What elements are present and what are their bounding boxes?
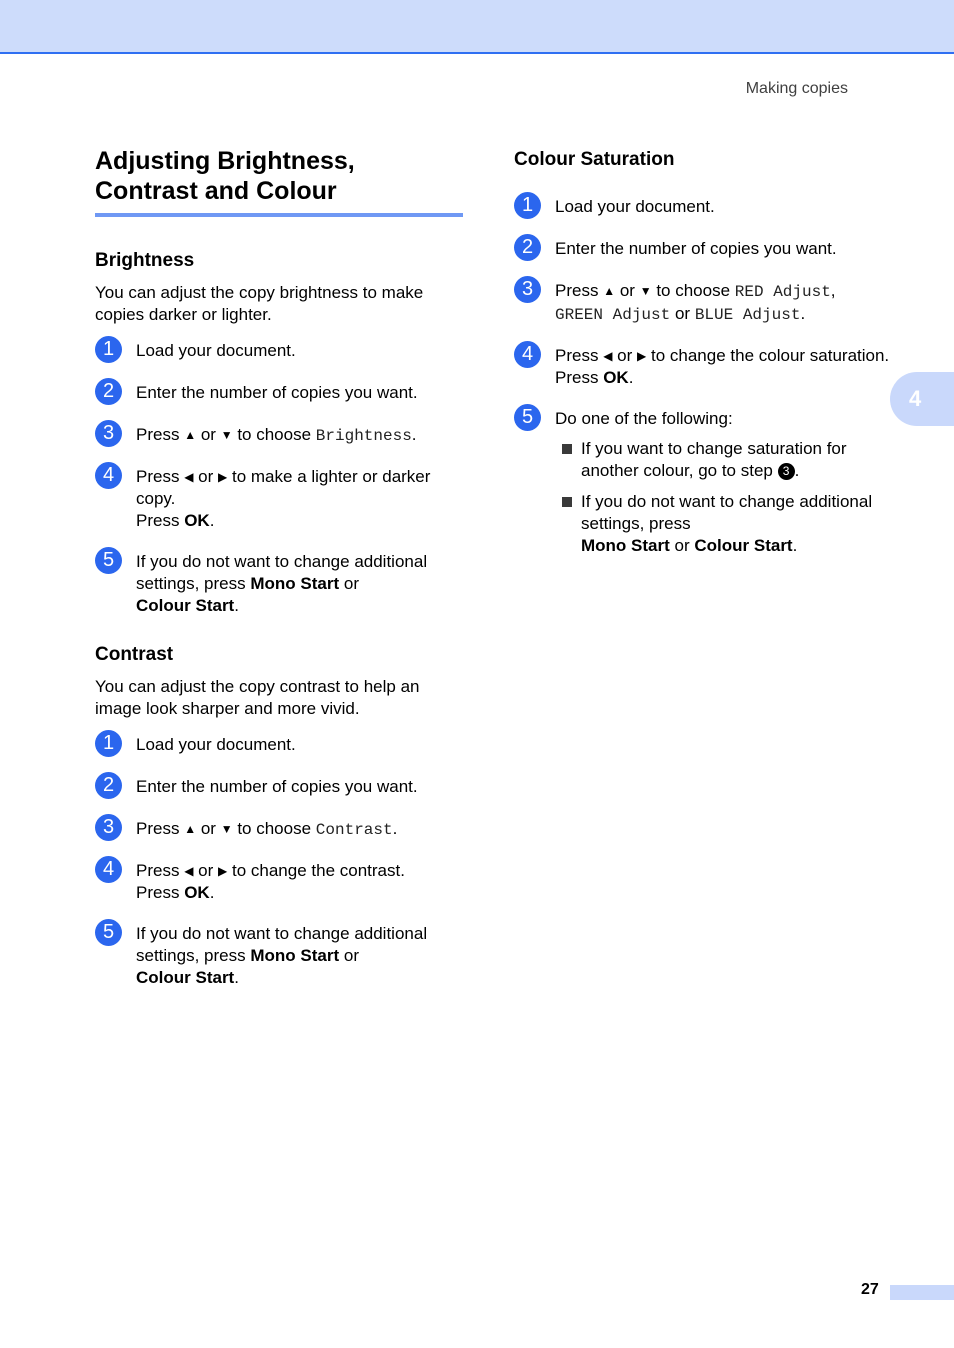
saturation-title: Colour Saturation: [514, 149, 675, 170]
step-number-badge: 5: [95, 547, 122, 574]
saturation-step-1: [514, 196, 894, 219]
square-bullet-icon: [562, 444, 572, 454]
step-text: Press ▲ or ▼ to choose Contrast.: [136, 819, 398, 839]
step-number-badge: 5: [95, 919, 122, 946]
step-text: Do one of the following: If you want to change saturation for another colour, go to step 3 . If you do not want to change additional settings, press Mono Start or Colour Start.: [555, 408, 894, 566]
brightness-title: Brightness: [95, 250, 195, 271]
left-column: [95, 146, 463, 1008]
step-number-badge: 4: [514, 341, 541, 368]
step-number-badge: 1: [514, 192, 541, 219]
saturation-step-4: [514, 345, 894, 389]
contrast-step-1: [95, 734, 463, 757]
left-arrow-icon: ◀: [184, 864, 194, 878]
down-arrow-icon: ▼: [220, 822, 233, 836]
right-column: [514, 148, 894, 585]
contrast-step-3: [95, 818, 463, 841]
saturation-step-3: [514, 280, 894, 326]
lcd-option-green: GREEN Adjust: [555, 306, 671, 324]
option-finish: If you do not want to change additional settings, press Mono Start or Colour Start.: [555, 491, 894, 557]
key-colour-start: Colour Start: [136, 968, 235, 987]
lcd-option: Contrast: [315, 821, 393, 839]
top-header-band: [0, 0, 954, 54]
key-colour-start: Colour Start: [136, 596, 235, 615]
brightness-step-5: [95, 551, 463, 617]
chapter-tab: [890, 372, 954, 426]
step-text: Enter the number of copies you want.: [136, 383, 418, 402]
lcd-option: Brightness: [315, 427, 412, 445]
square-bullet-icon: [562, 497, 572, 507]
step-text: Press ◀ or ▶ to make a lighter or darker copy. Press OK.: [136, 467, 431, 530]
key-colour-start: Colour Start: [694, 536, 793, 555]
saturation-step-5: [514, 408, 894, 566]
page-number-bar: [890, 1285, 954, 1300]
running-head: Making copies: [745, 80, 848, 97]
brightness-intro: You can adjust the copy brightness to make copies darker or lighter.: [95, 283, 424, 324]
chapter-title-line2: Contrast and Colour: [95, 177, 337, 205]
brightness-step-2: [95, 382, 463, 405]
step-number-badge: 1: [95, 730, 122, 757]
right-arrow-icon: ▶: [218, 470, 228, 484]
saturation-section: [514, 148, 894, 566]
saturation-step-2: [514, 238, 894, 261]
step-text: Press ▲ or ▼ to choose Brightness.: [136, 425, 417, 445]
step-reference-badge: 3: [778, 463, 795, 480]
contrast-title: Contrast: [95, 644, 174, 665]
left-arrow-icon: ◀: [184, 470, 194, 484]
down-arrow-icon: ▼: [220, 428, 233, 442]
step-number-badge: 2: [95, 772, 122, 799]
step-text: Load your document.: [136, 735, 296, 754]
lcd-option-blue: BLUE Adjust: [694, 306, 801, 324]
step-number-badge: 5: [514, 404, 541, 431]
up-arrow-icon: ▲: [603, 284, 616, 298]
up-arrow-icon: ▲: [184, 428, 197, 442]
contrast-step-2: [95, 776, 463, 799]
down-arrow-icon: ▼: [639, 284, 652, 298]
chapter-title: [95, 146, 463, 217]
step-text: Enter the number of copies you want.: [136, 777, 418, 796]
step-number-badge: 3: [514, 276, 541, 303]
option-other-colour: If you want to change saturation for another colour, go to step 3 .: [555, 438, 894, 482]
key-mono-start: Mono Start: [250, 574, 340, 593]
step-number-badge: 4: [95, 856, 122, 883]
key-mono-start: Mono Start: [250, 946, 340, 965]
key-mono-start: Mono Start: [581, 536, 670, 555]
step-number-badge: 3: [95, 420, 122, 447]
options-list: [555, 438, 894, 557]
right-arrow-icon: ▶: [637, 349, 647, 363]
lcd-option-red: RED Adjust: [734, 283, 831, 301]
up-arrow-icon: ▲: [184, 822, 197, 836]
contrast-step-4: [95, 860, 463, 904]
step-number-badge: 4: [95, 462, 122, 489]
step-text: Press ◀ or ▶ to change the contrast. Press OK.: [136, 861, 405, 902]
step-text: If you do not want to change additional settings, press Mono Start or Colour Start.: [136, 924, 428, 987]
key-ok: OK: [184, 511, 210, 530]
contrast-intro: You can adjust the copy contrast to help an image look sharper and more vivid.: [95, 677, 420, 718]
chapter-tab-number: 4: [909, 386, 922, 411]
key-ok: OK: [603, 368, 629, 387]
contrast-step-5: [95, 923, 463, 989]
brightness-step-4: [95, 466, 463, 532]
brightness-step-3: [95, 424, 463, 447]
step-number-badge: 2: [514, 234, 541, 261]
step-text: Load your document.: [136, 341, 296, 360]
contrast-section: [95, 643, 463, 989]
brightness-step-1: [95, 340, 463, 363]
step-text: Enter the number of copies you want.: [555, 239, 837, 258]
step-text: Press ▲ or ▼ to choose RED Adjust, GREEN Adjust or BLUE Adjust.: [555, 281, 836, 324]
page-number: 27: [861, 1281, 879, 1298]
step-number-badge: 2: [95, 378, 122, 405]
chapter-title-line1: Adjusting Brightness,: [95, 147, 355, 175]
step-text: If you do not want to change additional settings, press Mono Start or Colour Start.: [136, 552, 428, 615]
left-arrow-icon: ◀: [603, 349, 613, 363]
step-text: Press ◀ or ▶ to change the colour saturation. Press OK.: [555, 346, 890, 387]
key-ok: OK: [184, 883, 210, 902]
brightness-section: [95, 249, 463, 617]
step-number-badge: 1: [95, 336, 122, 363]
step-number-badge: 3: [95, 814, 122, 841]
step-text: Load your document.: [555, 197, 715, 216]
right-arrow-icon: ▶: [218, 864, 228, 878]
